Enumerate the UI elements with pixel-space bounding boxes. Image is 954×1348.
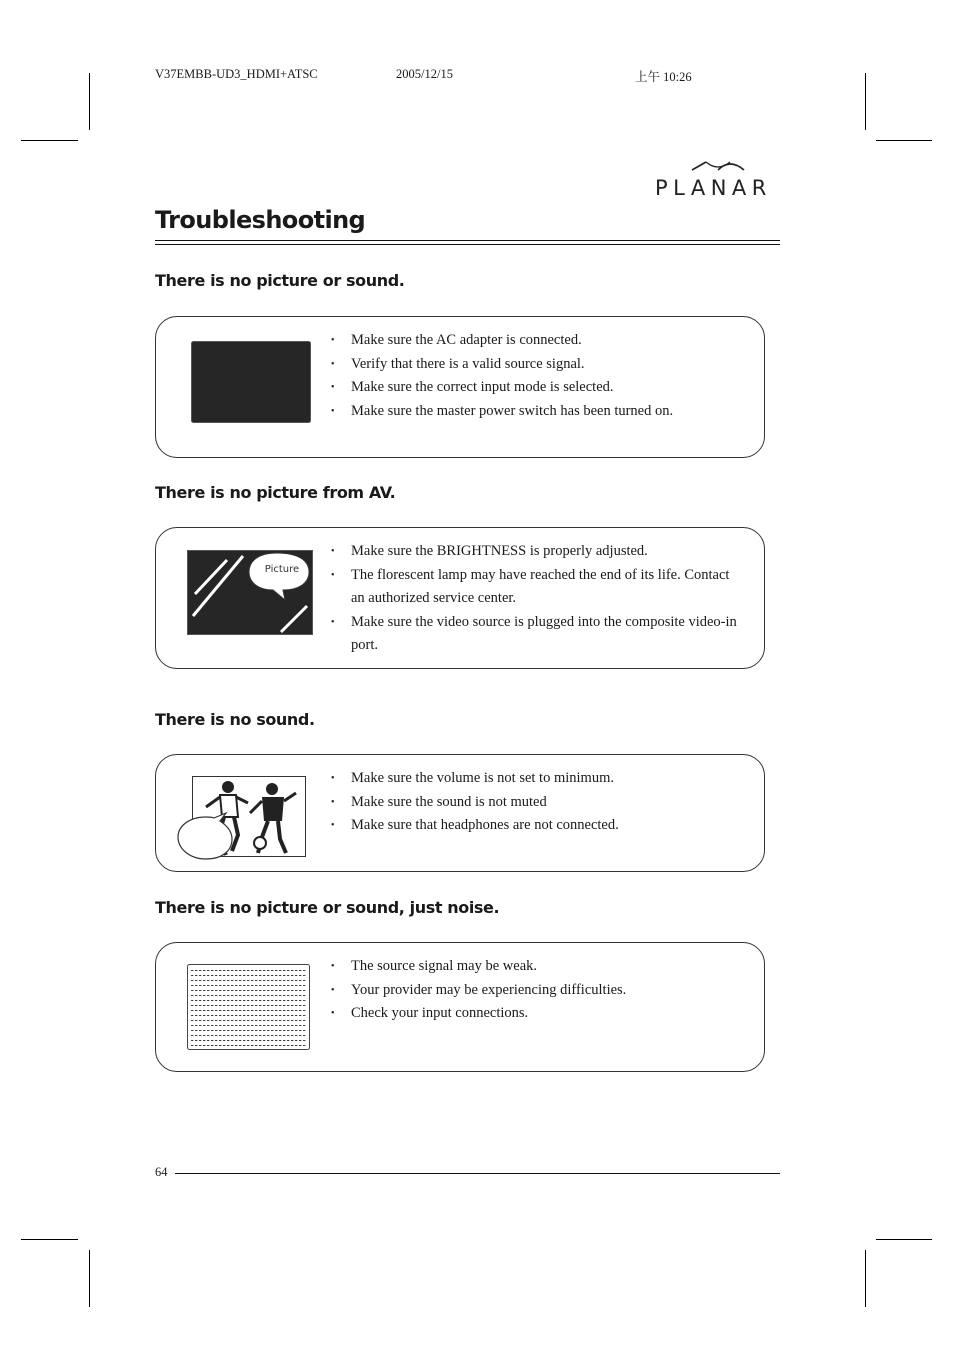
list-item: • Your provider may be experiencing difficulties. [331, 979, 741, 1003]
blank-screen-icon [191, 341, 311, 423]
solution-list [331, 329, 741, 423]
list-item: • Verify that there is a valid source signal. [331, 353, 741, 377]
list-item: • Make sure the AC adapter is connected. [331, 329, 741, 353]
page-title: Troubleshooting [155, 206, 366, 234]
crop-mark [865, 1250, 866, 1307]
header-model: V37EMBB-UD3_HDMI+ATSC [155, 67, 318, 81]
picture-bubble-label: Picture [264, 564, 300, 575]
list-item: • Make sure that headphones are not connected. [331, 814, 741, 838]
crop-mark [876, 140, 932, 141]
list-item: • Make sure the video source is plugged into the composite video-in port. [331, 611, 741, 658]
crop-mark [21, 140, 78, 141]
list-item: • Make sure the sound is not muted [331, 791, 741, 815]
title-rule [155, 244, 780, 245]
section-heading: There is no picture from AV. [155, 483, 396, 502]
list-item: • Make sure the correct input mode is selected. [331, 376, 741, 400]
list-item: • The source signal may be weak. [331, 955, 741, 979]
noise-screen-icon [187, 964, 311, 1052]
troubleshoot-card [155, 316, 765, 458]
no-picture-screen-icon [187, 550, 313, 636]
section-heading: There is no picture or sound. [155, 271, 405, 290]
title-rule [155, 240, 780, 241]
planar-logo-icon [690, 160, 746, 176]
list-item: • Make sure the volume is not set to minimum. [331, 767, 741, 791]
crop-mark [876, 1239, 932, 1240]
troubleshoot-card [155, 754, 765, 872]
header-date: 2005/12/15 [396, 67, 453, 81]
troubleshoot-card [155, 942, 765, 1072]
crop-mark [865, 73, 866, 130]
list-item: • Make sure the BRIGHTNESS is properly adjusted. [331, 540, 741, 564]
section-heading: There is no picture or sound, just noise. [155, 898, 500, 917]
solution-list [331, 955, 741, 1026]
solution-list [331, 767, 741, 838]
list-item: • Check your input connections. [331, 1002, 741, 1026]
list-item: • Make sure the master power switch has been turned on. [331, 400, 741, 424]
solution-list [331, 540, 741, 658]
crop-mark [21, 1239, 78, 1240]
footer-rule [175, 1173, 780, 1174]
crop-mark [89, 1250, 90, 1307]
brand-logo: PLANAR [655, 176, 772, 200]
section-heading: There is no sound. [155, 710, 315, 729]
soccer-players-mute-icon [176, 773, 308, 863]
header-time: 上午 10:26 [635, 70, 692, 84]
troubleshoot-card [155, 527, 765, 669]
page-number: 64 [155, 1165, 168, 1179]
list-item: • The florescent lamp may have reached the end of its life. Contact an authorized service center. [331, 564, 741, 611]
crop-mark [89, 73, 90, 130]
